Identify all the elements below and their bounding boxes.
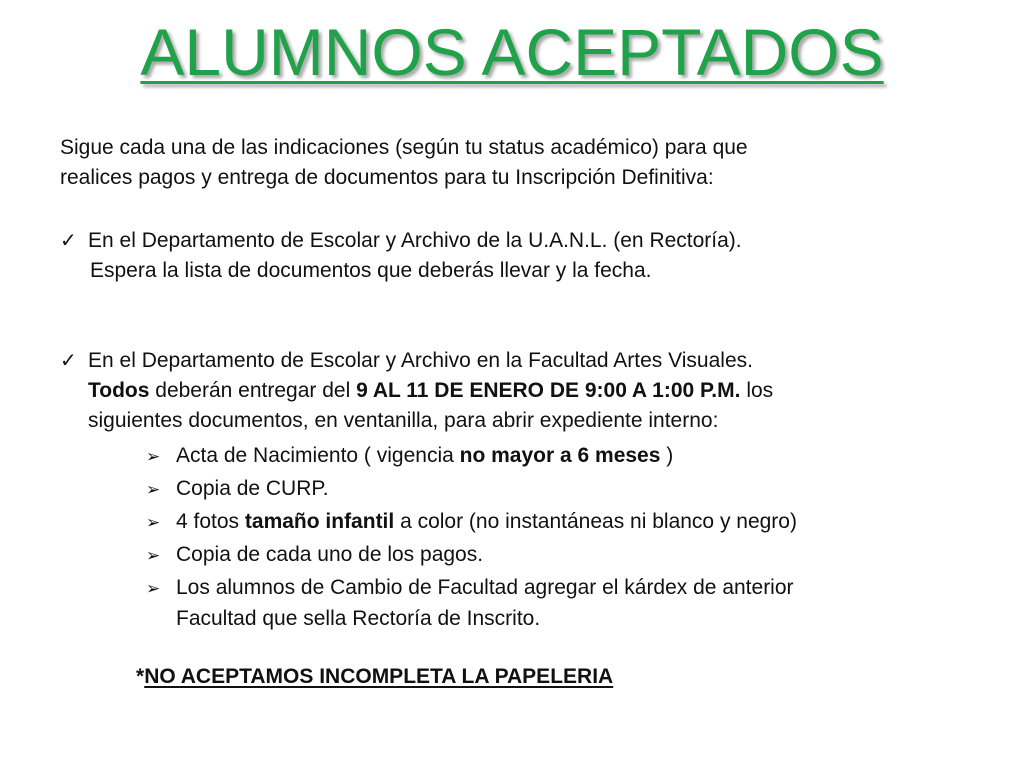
checkmark-icon: ✓ [60,228,77,252]
document-kardex-line-1: Los alumnos de Cambio de Facultad agregar el kárdex de anterior [176,576,794,599]
section-facultad-text-1: En el Departamento de Escolar y Archivo en la Facultad Artes Visuales. [88,349,753,372]
warning-asterisk: * [136,665,145,688]
bold-todos: Todos [88,379,150,402]
document-pagos: Copia de cada uno de los pagos. [176,543,484,566]
list-item [146,572,986,634]
document-fotos [176,506,797,537]
arrowhead-bullet-icon: ➢ [146,546,161,566]
arrowhead-bullet-icon: ➢ [146,513,161,533]
document-curp: Copia de CURP. [176,477,329,500]
section-rectoria-text-1: En el Departamento de Escolar y Archivo de la U.A.N.L. (en Rectoría). [88,229,742,252]
section-facultad-line-1 [60,345,980,376]
document-acta [176,440,673,471]
list-item [146,539,986,572]
document-kardex [176,572,794,634]
document-acta-text: Acta de Nacimiento ( vigencia [176,444,460,467]
checkmark-icon: ✓ [60,348,77,372]
text-los: los [740,379,774,402]
intro-line-1: Sigue cada una de las indicaciones (según tu status académico) para que [60,136,748,159]
section-facultad [60,345,980,436]
intro-line-2: realices pagos y entrega de documentos para tu Inscripción Definitiva: [60,166,714,189]
warning-text: NO ACEPTAMOS INCOMPLETA LA PAPELERIA [144,665,614,688]
list-item [146,440,986,473]
arrowhead-bullet-icon: ➢ [146,447,161,467]
section-facultad-text-3: siguientes documentos, en ventanilla, para abrir expediente interno: [88,409,719,432]
document-fotos-bold: tamaño infantil [244,510,395,533]
document-kardex-line-2: Facultad que sella Rectoría de Inscrito. [176,607,541,630]
documents-list [146,440,986,634]
text-deberan: deberán entregar del [149,379,357,402]
document-fotos-rest: a color (no instantáneas ni blanco y negro) [394,510,797,533]
list-item [146,506,986,539]
section-rectoria [60,225,980,286]
section-facultad-text-2 [60,376,980,406]
arrowhead-bullet-icon: ➢ [146,579,161,599]
page-title: ALUMNOS ACEPTADOS [140,15,884,89]
section-rectoria-text-2: Espera la lista de documentos que deberás llevar y la fecha. [90,259,652,282]
section-rectoria-line-1 [60,225,980,256]
arrowhead-bullet-icon: ➢ [146,480,161,500]
document-acta-close: ) [660,444,674,467]
bold-dates: 9 AL 11 DE ENERO DE 9:00 A 1:00 P.M. [356,379,741,402]
incomplete-warning [136,662,613,692]
list-item [146,473,986,506]
intro-paragraph [60,133,960,193]
document-fotos-text: 4 fotos [176,510,245,533]
document-acta-bold: no mayor a 6 meses [459,444,661,467]
